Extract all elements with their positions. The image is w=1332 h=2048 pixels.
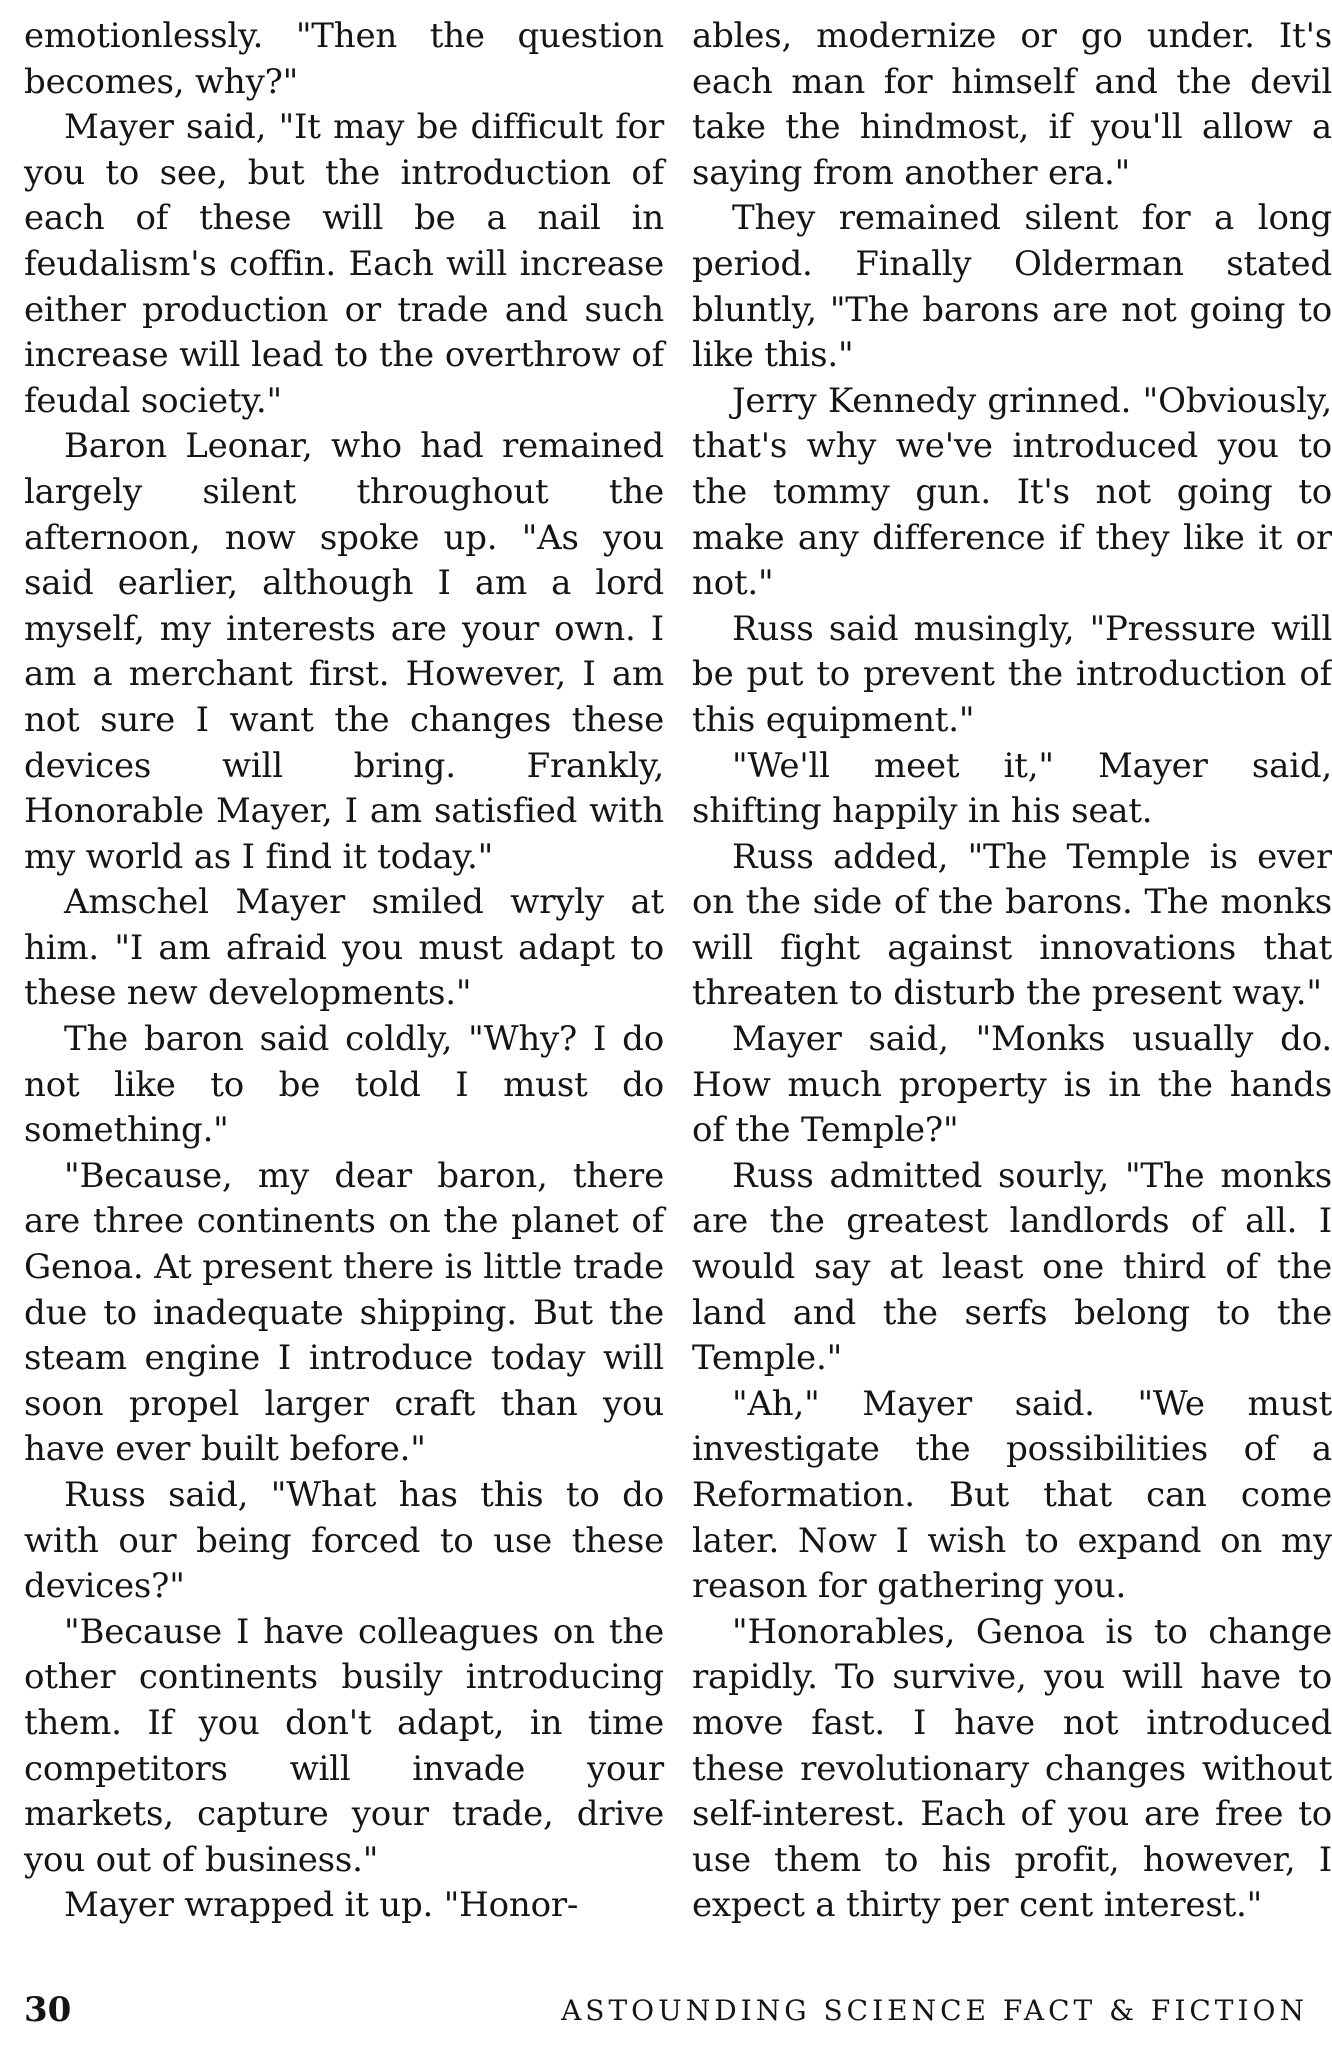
paragraph: Russ said musingly, "Pressure will be put to prevent the introduction of this equipment." — [692, 608, 1332, 740]
paragraph: Russ admitted sourly, "The monks are the greatest landlords of all. I would say at least one third of the land and the serfs belong to the Temple." — [692, 1155, 1332, 1379]
paragraph: "Ah," Mayer said. "We must investigate the possibilities of a Reformation. But that can come later. Now I wish to expand on my reason for gathering you. — [692, 1383, 1332, 1607]
paragraph: "Because I have colleagues on the other continents busily introducing them. If you don't adapt, in time competitors will invade your markets, capture your trade, drive you out of business." — [24, 1611, 664, 1880]
paragraph: Baron Leonar, who had remained largely silent throughout the afternoon, now spoke up. "As you said earlier, although I am a lord myself, my interests are your own. I am a merchant first. However, I am not sure I want the changes these devices will bring. Frankly, Honorable Mayer, I am satisfied with my world as I find it today." — [24, 426, 664, 877]
paragraph: Russ said, "What has this to do with our being forced to use these devices?" — [24, 1475, 664, 1607]
paragraph: Mayer said, "It may be difficult for you to see, but the introduction of each of these will be a nail in feudalism's coffin. Each will increase either production or trade and such increase will lead to the overthrow of feudal society." — [24, 107, 664, 421]
paragraph: Jerry Kennedy grinned. "Obviously, that's why we've introduced you to the tommy gun. It's not going to make any difference if they like it or not." — [692, 380, 1332, 604]
page-number: 30 — [24, 1990, 72, 2030]
right-text-column — [692, 14, 1332, 1929]
paragraph: ables, modernize or go under. It's each man for himself and the devil take the hindmost, if you'll allow a saying from another era." — [692, 16, 1332, 193]
running-head: ASTOUNDING SCIENCE FACT & FICTION — [561, 1994, 1308, 2027]
paragraph: Amschel Mayer smiled wryly at him. "I am afraid you must adapt to these new developments." — [24, 882, 664, 1014]
paragraph: "We'll meet it," Mayer said, shifting happily in his seat. — [692, 745, 1332, 832]
paragraph: Russ added, "The Temple is ever on the side of the barons. The monks will fight against innovations that threaten to disturb the present way." — [692, 836, 1332, 1014]
paragraph: They remained silent for a long period. Finally Olderman stated bluntly, "The barons are not going to like this." — [692, 198, 1332, 376]
paragraph: Mayer wrapped it up. "Honor- — [64, 1885, 579, 1926]
left-text-column — [24, 14, 664, 1929]
paragraph: "Honorables, Genoa is to change rapidly. To survive, you will have to move fast. I have not introduced these revolutionary changes without self-interest. Each of you are free to use them to his profit, however, I expect a thirty per cent interest." — [692, 1611, 1332, 1926]
paragraph: Mayer said, "Monks usually do. How much property is in the hands of the Temple?" — [692, 1019, 1332, 1151]
page-footer — [24, 1990, 1308, 2040]
paragraph: The baron said coldly, "Why? I do not like to be told I must do something." — [24, 1019, 664, 1151]
paragraph: "Because, my dear baron, there are three continents on the planet of Genoa. At present there is little trade due to inadequate shipping. But the steam engine I introduce today will soon propel larger craft than you have ever built before." — [24, 1155, 664, 1470]
paragraph: emotionlessly. "Then the question becomes, why?" — [24, 16, 664, 102]
